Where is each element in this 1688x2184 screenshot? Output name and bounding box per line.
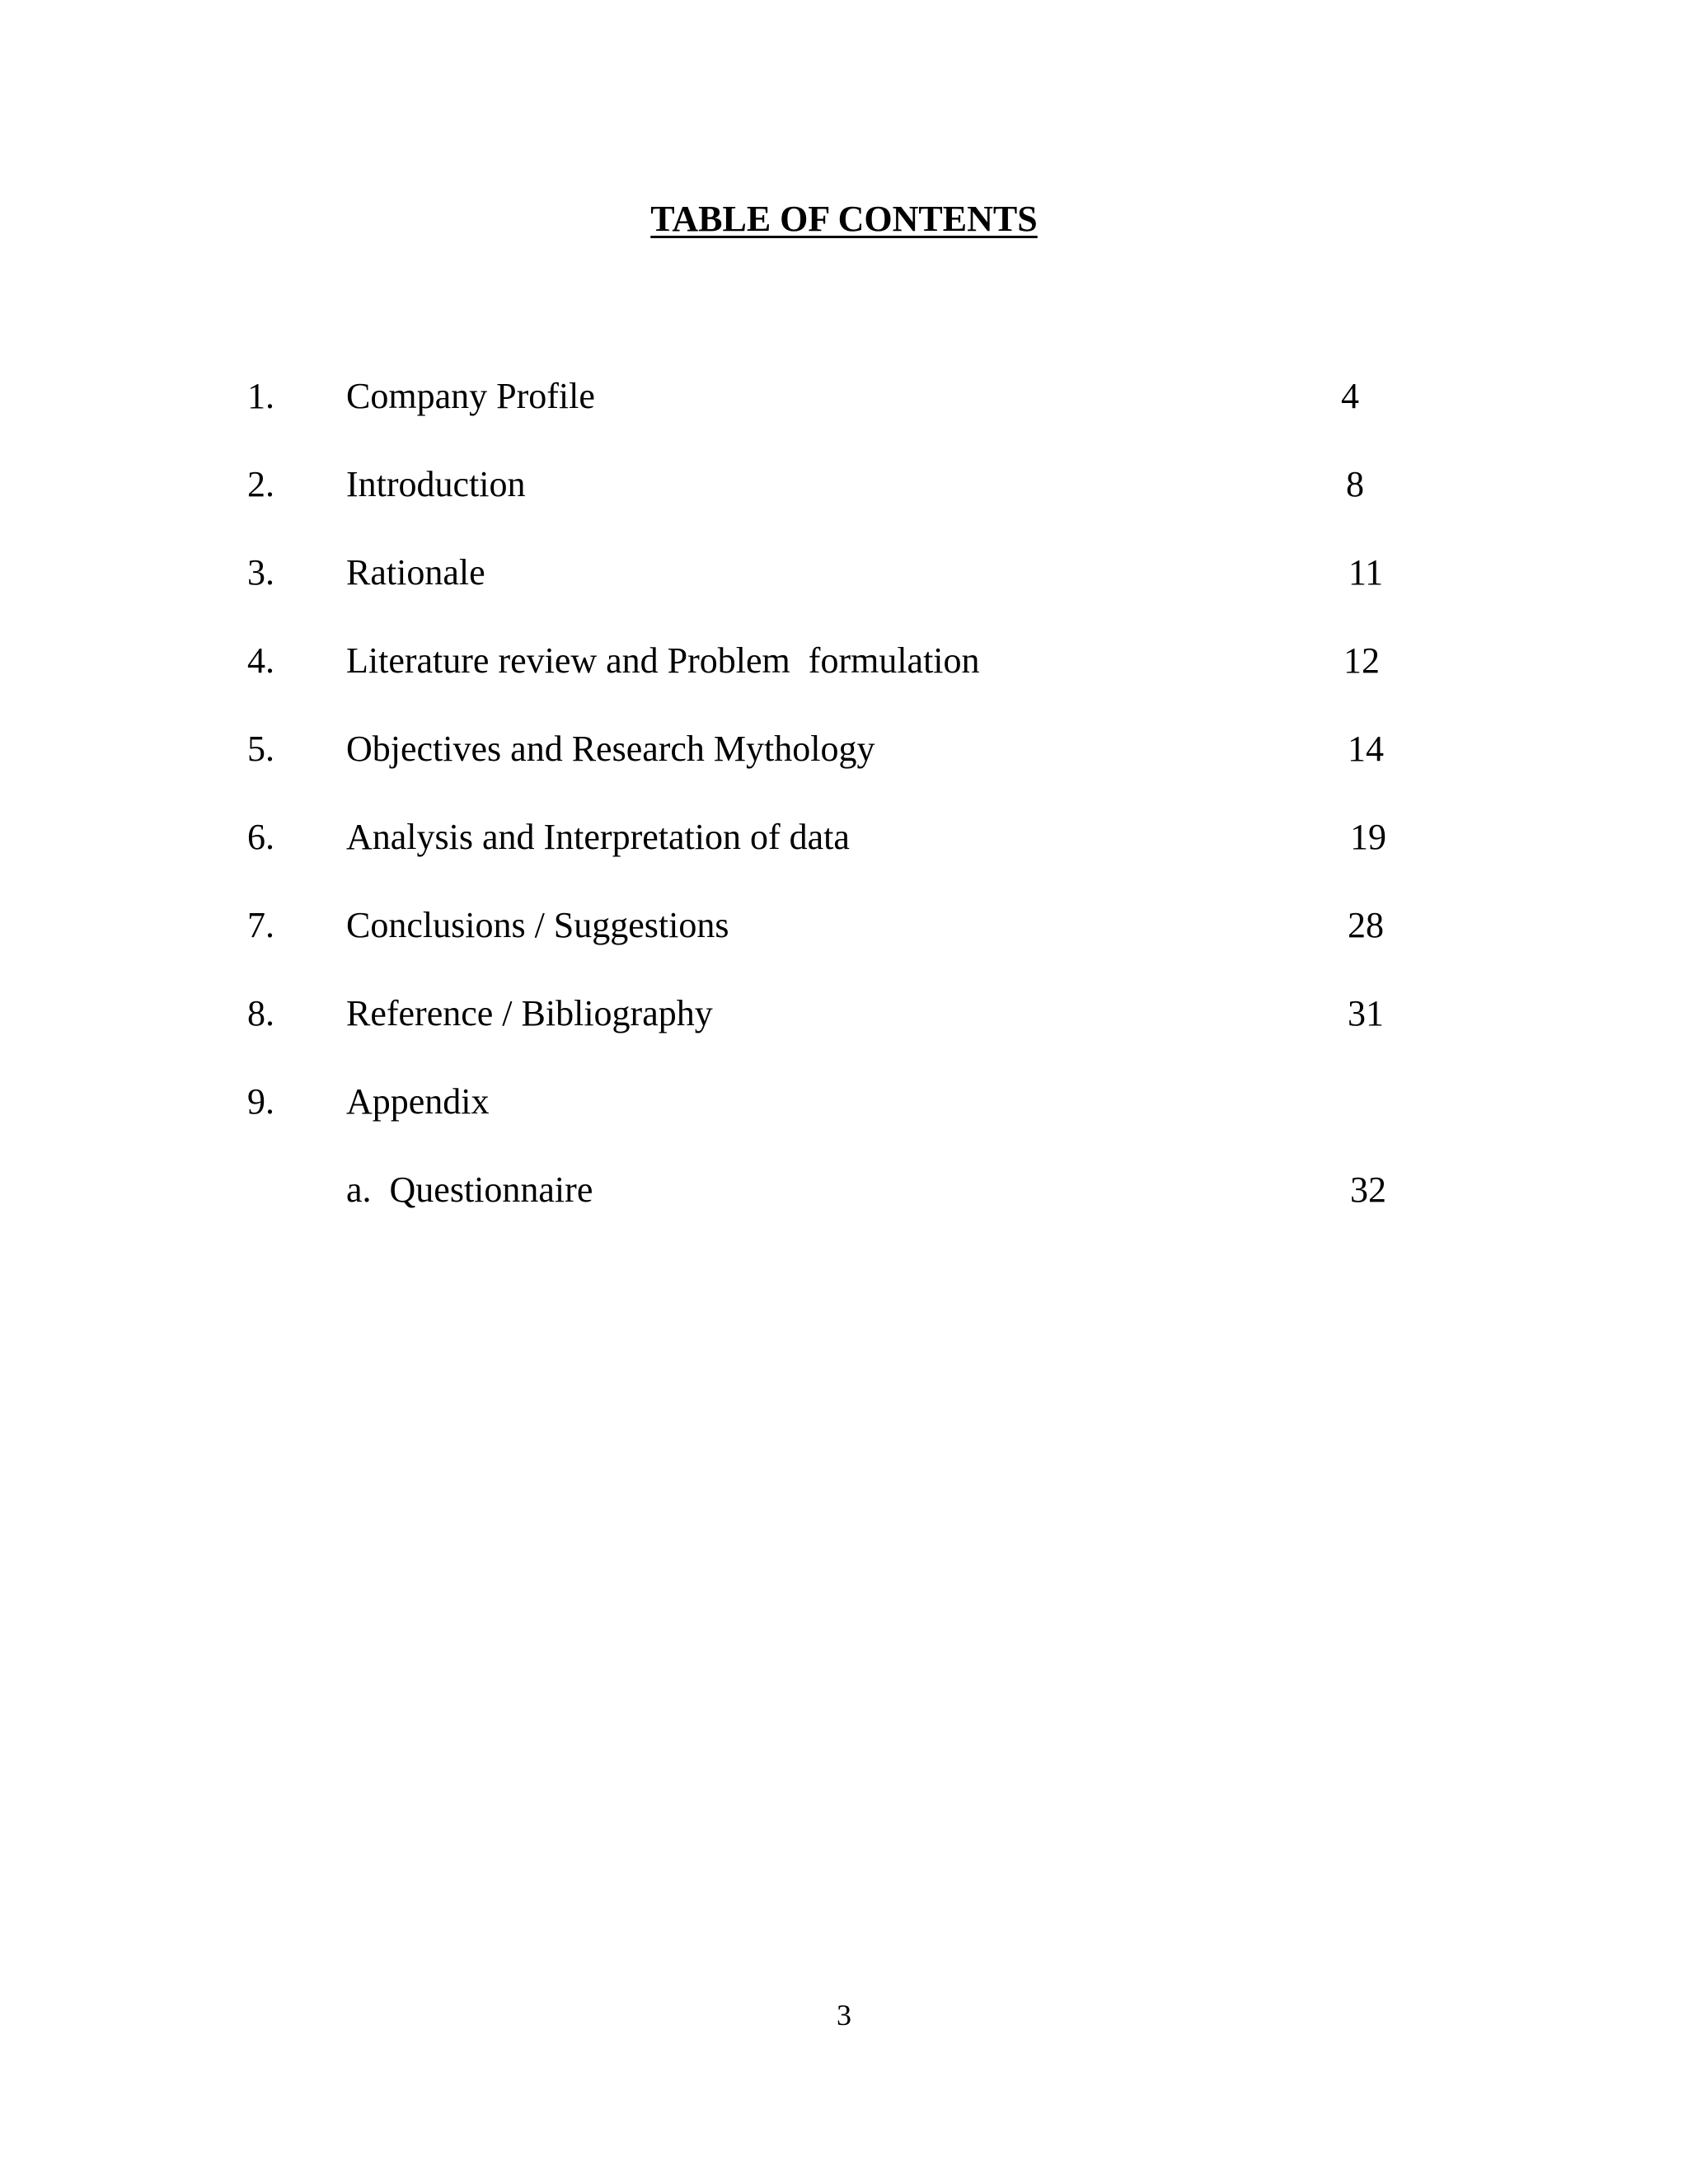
toc-entry-number: 1. [247, 376, 274, 416]
page-title-text: TABLE OF CONTENTS [650, 199, 1038, 239]
toc-entry-number: 6. [247, 817, 274, 857]
toc-entry-title: Objectives and Research Mythology [346, 729, 875, 769]
toc-entry-number: 7. [247, 905, 274, 945]
toc-entry [0, 1073, 1688, 1131]
toc-entry-title: a. Questionnaire [346, 1169, 593, 1210]
toc-entry [0, 544, 1688, 602]
toc-entry [0, 456, 1688, 513]
toc-entry-number: 5. [247, 729, 274, 769]
toc-entry-page: 19 [1350, 817, 1386, 857]
toc-entry-title: Conclusions / Suggestions [346, 905, 729, 945]
toc-entry-page: 12 [1343, 640, 1380, 681]
toc-entry-page: 4 [1341, 376, 1359, 416]
page-title [0, 194, 1688, 244]
toc-subentry [0, 1161, 1688, 1219]
toc-entry-title: Analysis and Interpretation of data [346, 817, 850, 857]
toc-entry [0, 368, 1688, 425]
page-number: 3 [837, 1999, 851, 2032]
toc-entry [0, 808, 1688, 866]
toc-entry [0, 985, 1688, 1043]
toc-entry-page: 32 [1350, 1169, 1386, 1210]
toc-entry-page: 14 [1348, 729, 1384, 769]
toc-entry-number: 2. [247, 464, 274, 504]
toc-entry-title: Appendix [346, 1081, 490, 1122]
toc-entry-number: 8. [247, 993, 274, 1033]
toc-entry-page: 28 [1348, 905, 1384, 945]
toc-entry-page: 11 [1348, 552, 1384, 593]
toc-entry-number: 9. [247, 1081, 274, 1122]
toc-entry-title: Literature review and Problem formulation [346, 640, 980, 681]
toc-entry-title: Introduction [346, 464, 526, 504]
toc-entry-title: Reference / Bibliography [346, 993, 713, 1033]
toc-entry-page: 31 [1348, 993, 1384, 1033]
toc-entry-title: Company Profile [346, 376, 595, 416]
toc-entry [0, 720, 1688, 778]
toc-entry-number: 3. [247, 552, 274, 593]
toc-entry-page: 8 [1346, 464, 1364, 504]
toc-entry-title: Rationale [346, 552, 485, 593]
toc-entry-number: 4. [247, 640, 274, 681]
toc-entry [0, 632, 1688, 690]
toc-entry [0, 897, 1688, 954]
